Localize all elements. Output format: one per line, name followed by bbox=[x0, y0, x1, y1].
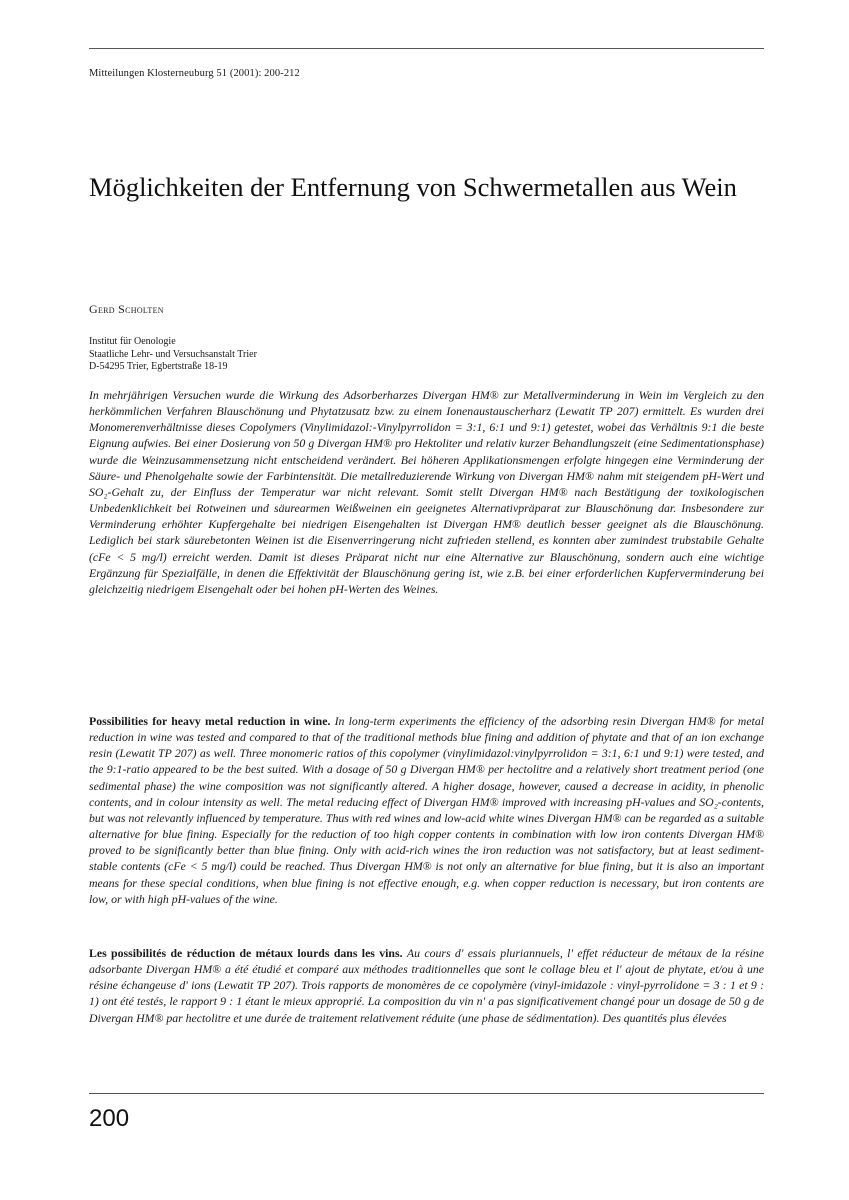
affiliation-line: Staatliche Lehr- und Versuchsanstalt Trier bbox=[89, 348, 257, 360]
affiliation-block bbox=[89, 336, 257, 374]
abstract-french-heading: Les possibilités de réduction de métaux lourds dans les vins. bbox=[89, 946, 403, 960]
abstract-german: In mehrjährigen Versuchen wurde die Wirkung des Adsorberharzes Divergan HM® zur Metallverminderung in Wein im Vergleich zu den herkömmlichen Verfahren Blauschönung und Phytatzusatz bzw. zu einem Ionenaustauscherharz (Lewatit TP 207) ermittelt. Es wurden drei Monomerenverhältnisse dieses Copolymers (Vinylimidazol:-Vinylpyrrolidon = 3:1, 6:1 und 9:1) getestet, wobei das Verhältnis 9:1 die beste Eignung aufwies. Bei einer Dosierung von 50 g Divergan HM® pro Hektoliter und relativ kurzer Behandlungszeit (eine Sedimentationsphase) wurde die Weinzusammensetzung nicht entscheidend verändert. Bei höheren Applikationsmengen erfolgte hingegen eine Verminderung der Säure- und Phenolgehalte sowie der Farbintensität. Die metallreduzierende Wirkung von Divergan HM® nahm mit steigendem pH-Wert und SO₂-Gehalt zu, der Einfluss der Temperatur war nicht relevant. Somit stellt Divergan HM® nach Bestätigung der toxikologischen Unbedenklichkeit bei Rotweinen und säurearmen Weißweinen ein geeignetes Alternativpräparat zur Blauschönung dar. Insbesondere zur Verminderung erhöhter Kupfergehalte bei niedrigen Eisengehalten ist Divergan HM® deutlich besser geeignet als die Blauschönung. Lediglich bei stark säurebetonten Weinen ist die Eisenverringerung nicht zufrieden stellend, es konnten aber zumindest trubstabile Gehalte (cFe < 5 mg/l) erreicht werden. Damit ist dieses Präparat nicht nur eine Alternative zur Blauschönung, sondern auch eine wichtige Ergänzung für Spezialfälle, in denen die Effektivität der Blauschönung gering ist, wie z.B. bei einer erforderlichen Kupferverminderung bei gleichzeitig niedrigem Eisengehalt oder bei hohen pH-Werten des Weines. bbox=[89, 388, 764, 596]
footer-rule bbox=[89, 1093, 764, 1094]
abstract-english-body: In long-term experiments the efficiency of the adsorbing resin Divergan HM® for metal reduction in wine was tested and compared to that of the traditional methods blue fining and addition of phytate and that of an ion exchange resin (Lewatit TP 207) as well. Three monomeric ratios of this copolymer (vinylimidazol:vinylpyrrolidon = 3:1, 6:1 und 9:1) were tested, and the 9:1-ratio appeared to be the best suited. With a dosage of 50 g Divergan HM® per hectolitre and a relatively short treatment period (one sedimental phase) the wine composition was not significantly altered. A higher dosage, however, caused a decrease in acidity, in phenolic contents, and in colour intensity as well. The metal reducing effect of Divergan HM® improved with increasing pH-values and SO₂-contents, but was not relevantly influenced by temperature. Thus with red wines and low-acid white wines Divergan HM® can be regarded as a suitable alternative for blue fining. Especially for the reduction of too high copper contents in combination with low iron contents Divergan HM® proved to be significantly better than blue fining. Only with acid-rich wines the iron reduction was not satisfactory, but at least sediment-stable contents (cFe < 5 mg/l) could be reached. Thus Divergan HM® is not only an alternative for blue fining, but it is also an important means for these special conditions, when blue fining is not effective enough, e.g. when copper reduction is necessary, but iron contents are low, or with high pH-values of the wine. bbox=[89, 714, 765, 906]
abstract-english-heading: Possibilities for heavy metal reduction in wine. bbox=[89, 714, 331, 728]
abstract-french bbox=[89, 945, 764, 1026]
page-number: 200 bbox=[89, 1105, 130, 1132]
abstract-english bbox=[89, 713, 764, 907]
journal-reference: Mitteilungen Klosterneuburg 51 (2001): 200-212 bbox=[89, 68, 300, 79]
header-rule bbox=[89, 48, 764, 49]
affiliation-line: Institut für Oenologie bbox=[89, 336, 176, 347]
author-name: Gerd Scholten bbox=[89, 302, 164, 316]
abstract-french-body: Au cours d' essais pluriannuels, l' effet réducteur de métaux de la résine adsorbante Divergan HM® a été étudié et comparé aux méthodes traditionnelles que sont le collage bleu et l' ajout de phytate, et/ou à une résine échangeuse d' ions (Lewatit TP 207). Trois rapports de monomères de ce copolymère (vinyl-imidazole : vinyl-pyrrolidone = 3 : 1 et 9 : 1) ont été testés, le rapport 9 : 1 étant le mieux approprié. La composition du vin n' a pas significativement changé pour un dosage de 50 g de Divergan HM® par hectolitre et une durée de traitement relativement réduite (une phase de sédimentation). Des quantités plus élevées bbox=[89, 946, 764, 1025]
article-title: Möglichkeiten der Entfernung von Schwermetallen aus Wein bbox=[89, 172, 737, 202]
affiliation-line: D-54295 Trier, Egbertstraße 18-19 bbox=[89, 361, 228, 372]
